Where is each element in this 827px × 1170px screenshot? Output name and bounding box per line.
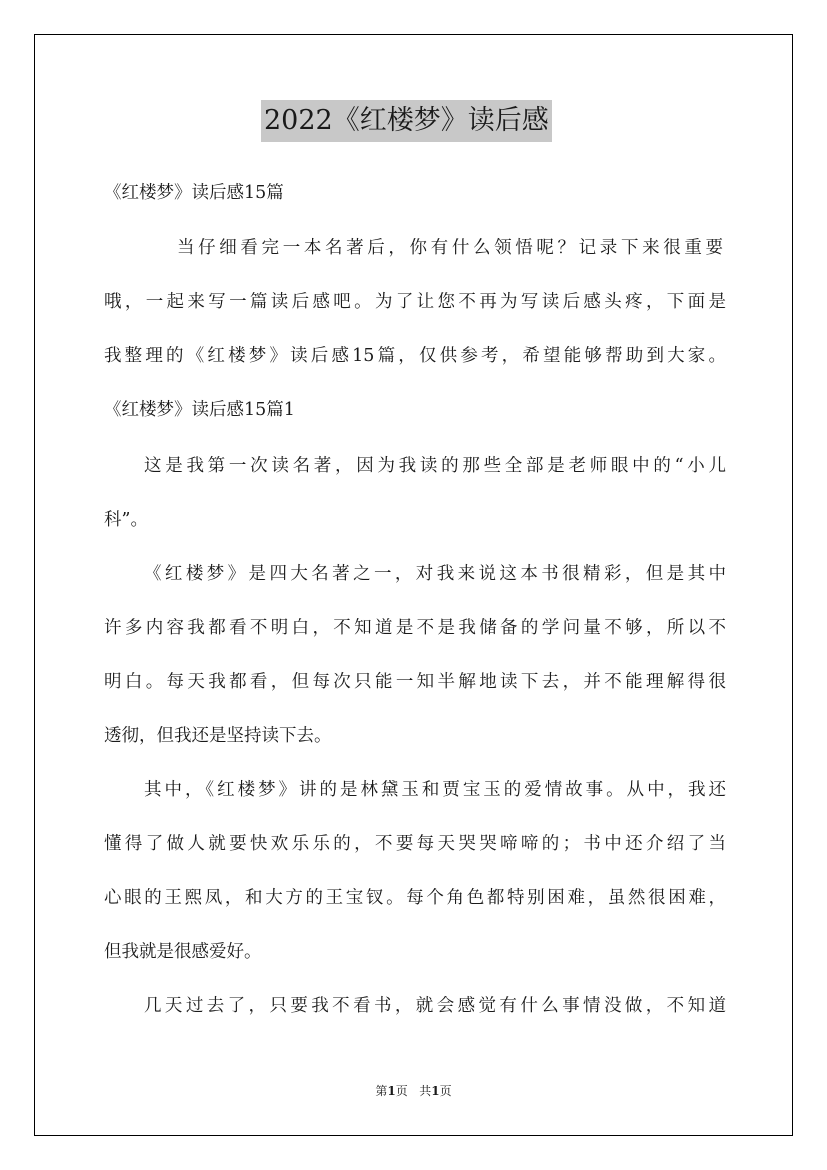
intro-line: 我整理的《红楼梦》读后感15篇，仅供参考，希望能够帮助到大家。: [104, 346, 726, 366]
paragraph-line: 但我就是很感爱好。: [104, 942, 262, 962]
section-heading: 《红楼梦》读后感15篇1: [104, 400, 295, 420]
page-number: 1: [387, 1084, 396, 1098]
intro-line: 当仔细看完一本名著后，你有什么领悟呢？记录下来很重要: [177, 238, 723, 258]
document-subtitle: 《红楼梦》读后感15篇: [104, 183, 284, 203]
paragraph-line: 几天过去了，只要我不看书，就会感觉有什么事情没做，不知道: [144, 996, 726, 1016]
paragraph-line: 其中，《红楼梦》讲的是林黛玉和贾宝玉的爱情故事。从中，我还: [144, 780, 726, 800]
paragraph-line: 科”。: [104, 510, 148, 530]
page-footer: [0, 1082, 827, 1099]
total-suffix: 页: [439, 1084, 452, 1098]
page-suffix: 页: [395, 1084, 408, 1098]
paragraph-line: 透彻，但我还是坚持读下去。: [104, 726, 332, 746]
intro-line: 哦，一起来写一篇读后感吧。为了让您不再为写读后感头疼，下面是: [104, 292, 726, 312]
paragraph-line: 明白。每天我都看，但每次只能一知半解地读下去，并不能理解得很: [104, 672, 726, 692]
paragraph-line: 许多内容我都看不明白，不知道是不是我储备的学问量不够，所以不: [104, 618, 726, 638]
paragraph-line: 心眼的王熙凤，和大方的王宝钗。每个角色都特别困难，虽然很困难，: [104, 888, 726, 908]
document-title: 2022《红楼梦》读后感: [261, 100, 552, 142]
total-number: 1: [431, 1084, 440, 1098]
page-prefix: 第: [375, 1084, 388, 1098]
paragraph-line: 懂得了做人就要快欢乐乐的，不要每天哭哭啼啼的；书中还介绍了当: [104, 834, 726, 854]
total-prefix: 共: [419, 1084, 432, 1098]
paragraph-line: 这是我第一次读名著，因为我读的那些全部是老师眼中的“小儿: [144, 456, 726, 476]
paragraph-line: 《红楼梦》是四大名著之一，对我来说这本书很精彩，但是其中: [144, 564, 726, 584]
